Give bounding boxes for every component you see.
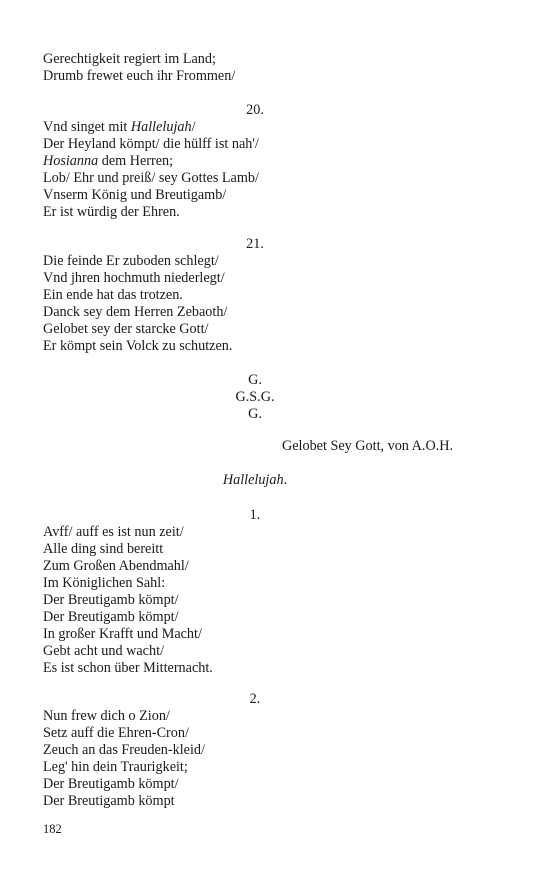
verse-line: Die feinde Er zuboden schlegt/ <box>43 253 219 269</box>
stanza-number: 21. <box>246 236 264 252</box>
attribution: Gelobet Sey Gott, von A.O.H. <box>282 438 454 454</box>
verse-line: Vnd jhren hochmuth niederlegt/ <box>43 270 225 286</box>
verse-line: Gelobet sey der starcke Gott/ <box>43 321 209 337</box>
verse-line: Leg' hin dein Traurigkeit; <box>43 759 188 775</box>
hymn-title <box>0 472 510 489</box>
hymn-title-text: Hallelujah <box>222 472 284 488</box>
verse-line: Gerechtigkeit regiert im Land; <box>43 51 216 67</box>
verse-line: Ein ende hat das trotzen. <box>43 287 183 303</box>
verse-italic-text: Hallelujah <box>130 119 192 135</box>
stanza-number: 2. <box>249 691 261 707</box>
verse-line: Es ist schon über Mitternacht. <box>43 660 213 676</box>
verse-line: Zum Großen Abendmahl/ <box>43 558 189 574</box>
verse-line: Lob/ Ehr und preiß/ sey Gottes Lamb/ <box>43 170 259 186</box>
verse-italic-text: Hosianna <box>43 153 99 169</box>
verse-line: Vnserm König und Breutigamb/ <box>43 187 227 203</box>
verse-line: Der Heyland kömpt/ die hülff ist nah'/ <box>43 136 259 152</box>
page-number: 182 <box>43 822 62 836</box>
verse-line <box>43 119 196 136</box>
verse-line: Avff/ auff es ist nun zeit/ <box>43 524 184 540</box>
verse-line: Er ist würdig der Ehren. <box>43 204 180 220</box>
verse-line: Drumb frewet euch ihr Frommen/ <box>43 68 236 84</box>
gsg-line: G. <box>248 372 262 388</box>
verse-line: In großer Krafft und Macht/ <box>43 626 202 642</box>
verse-line: Er kömpt sein Volck zu schutzen. <box>43 338 233 354</box>
verse-text: / <box>191 119 196 135</box>
gsg-line: G.S.G. <box>235 389 275 405</box>
stanza-number: 1. <box>249 507 261 523</box>
verse-line: Zeuch an das Freuden-kleid/ <box>43 742 205 758</box>
verse-line <box>43 153 173 170</box>
verse-line: Danck sey dem Herren Zebaoth/ <box>43 304 228 320</box>
verse-line: Im Königlichen Sahl: <box>43 575 166 591</box>
stanza-number: 20. <box>246 102 264 118</box>
verse-line: Der Breutigamb kömpt/ <box>43 776 179 792</box>
verse-line: Gebt acht und wacht/ <box>43 643 164 659</box>
gsg-line: G. <box>248 406 262 422</box>
verse-line: Der Breutigamb kömpt/ <box>43 609 179 625</box>
verse-line: Alle ding sind bereitt <box>43 541 164 557</box>
verse-text: Vnd singet mit <box>43 119 131 135</box>
verse-line: Der Breutigamb kömpt <box>43 793 175 809</box>
verse-line: Der Breutigamb kömpt/ <box>43 592 179 608</box>
hymn-title-period: . <box>283 472 288 488</box>
verse-line: Setz auff die Ehren-Cron/ <box>43 725 189 741</box>
verse-line: Nun frew dich o Zion/ <box>43 708 170 724</box>
verse-text: dem Herren; <box>98 153 174 169</box>
